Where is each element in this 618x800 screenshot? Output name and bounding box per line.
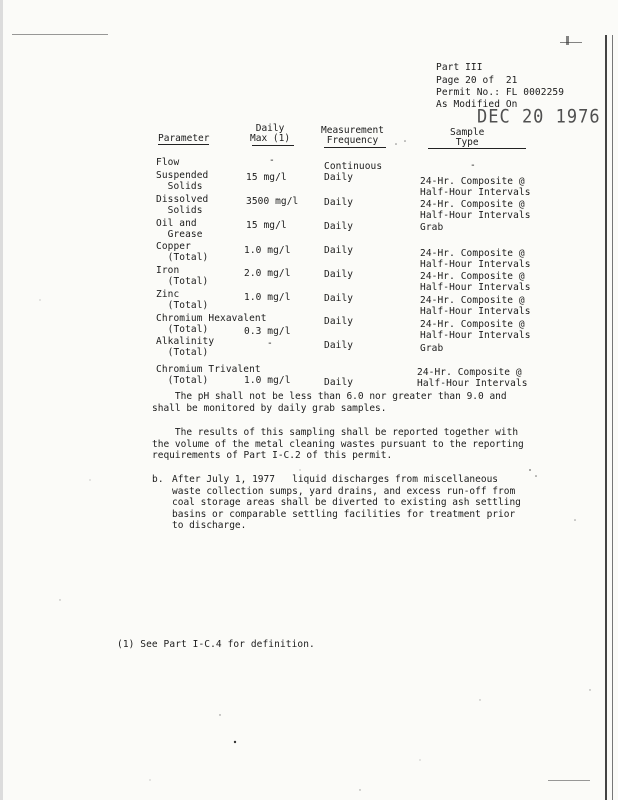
col-header-frequency: Measurement Frequency <box>321 125 384 146</box>
row-chromium-tri-freq: Daily <box>324 377 354 388</box>
scan-right-edge-inner <box>612 35 613 800</box>
row-flow-type: - <box>470 160 476 171</box>
col-header-sample-type: Sample Type <box>450 127 485 148</box>
row-chromium-tri-max: 1.0 mg/l <box>244 375 291 386</box>
footnote: (1) See Part I-C.4 for definition. <box>117 639 315 650</box>
row-dissolved-type: 24-Hr. Composite @ Half-Hour Intervals <box>420 199 531 221</box>
reporting-paragraph: The results of this sampling shall be reported together with the volume of the metal cleaning wastes pursuant to the reporting requirements of Part I-C.2 of this permit. <box>152 427 524 461</box>
row-dissolved-max: 3500 mg/l <box>246 196 299 207</box>
row-suspended-param: Suspended Solids <box>156 170 209 192</box>
row-chromium-tri-type: 24-Hr. Composite @ Half-Hour Intervals <box>417 367 528 389</box>
row-alkalinity-param: Alkalinity (Total) <box>156 336 215 358</box>
page-number: Page 20 of 21 <box>436 75 518 86</box>
row-zinc-type: 24-Hr. Composite @ Half-Hour Intervals <box>420 295 531 317</box>
row-chromium-hex-type: 24-Hr. Composite @ Half-Hour Intervals <box>420 319 531 341</box>
row-flow-param: Flow <box>156 157 180 168</box>
scan-right-edge <box>605 35 607 800</box>
row-copper-type: 24-Hr. Composite @ Half-Hour Intervals <box>420 248 531 270</box>
row-alkalinity-type: Grab <box>420 343 444 354</box>
row-chromium-hex-param: Chromium Hexavalent (Total) <box>156 313 267 335</box>
row-copper-max: 1.0 mg/l <box>244 245 291 256</box>
row-suspended-type: 24-Hr. Composite @ Half-Hour Intervals <box>420 176 531 198</box>
row-alkalinity-max: - <box>267 338 273 349</box>
row-oil-freq: Daily <box>324 221 354 232</box>
date-stamp: DEC 20 1976 <box>477 106 601 128</box>
item-b-label: b. <box>152 474 164 485</box>
row-iron-max: 2.0 mg/l <box>244 268 291 279</box>
row-copper-param: Copper (Total) <box>156 241 209 263</box>
row-suspended-max: 15 mg/l <box>246 172 287 183</box>
ph-paragraph: The pH shall not be less than 6.0 nor greater than 9.0 and shall be monitored by daily grab samples. <box>152 391 507 414</box>
row-oil-max: 15 mg/l <box>246 220 287 231</box>
item-b-paragraph: After July 1, 1977 liquid discharges from miscellaneous waste collection sumps, yard drains, and excess run-off from coal storage areas shall be diverted to existing ash settling basins or comparable settling facilities for treatment prior to discharge. <box>172 474 521 531</box>
row-oil-type: Grab <box>420 222 444 233</box>
permit-number: Permit No.: FL 0002259 <box>436 87 565 98</box>
row-alkalinity-freq: Daily <box>324 340 354 351</box>
row-zinc-param: Zinc (Total) <box>156 289 209 311</box>
row-dissolved-freq: Daily <box>324 197 354 208</box>
scan-left-edge <box>0 0 3 800</box>
row-suspended-freq: Daily <box>324 172 354 183</box>
col-header-underline-type <box>428 148 526 149</box>
row-flow-max: - <box>269 155 275 166</box>
row-iron-freq: Daily <box>324 269 354 280</box>
row-chromium-hex-freq: Daily <box>324 316 354 327</box>
row-oil-param: Oil and Grease <box>156 218 203 240</box>
modified-label: As Modified On <box>436 99 518 110</box>
row-copper-freq: Daily <box>324 245 354 256</box>
row-chromium-hex-max: 0.3 mg/l <box>244 326 291 337</box>
row-iron-param: Iron (Total) <box>156 265 209 287</box>
col-header-underline-frequency <box>324 147 386 148</box>
part-number: Part III <box>436 62 483 73</box>
row-iron-type: 24-Hr. Composite @ Half-Hour Intervals <box>420 271 531 293</box>
row-zinc-max: 1.0 mg/l <box>244 292 291 303</box>
row-zinc-freq: Daily <box>324 293 354 304</box>
col-header-parameter: Parameter <box>158 133 210 144</box>
col-header-underline-max <box>252 145 294 146</box>
row-dissolved-param: Dissolved Solids <box>156 194 209 216</box>
row-flow-freq: Continuous <box>324 161 383 172</box>
col-header-daily-max: Daily Max (1) <box>250 123 291 144</box>
row-chromium-tri-param: Chromium Trivalent (Total) <box>156 364 261 386</box>
